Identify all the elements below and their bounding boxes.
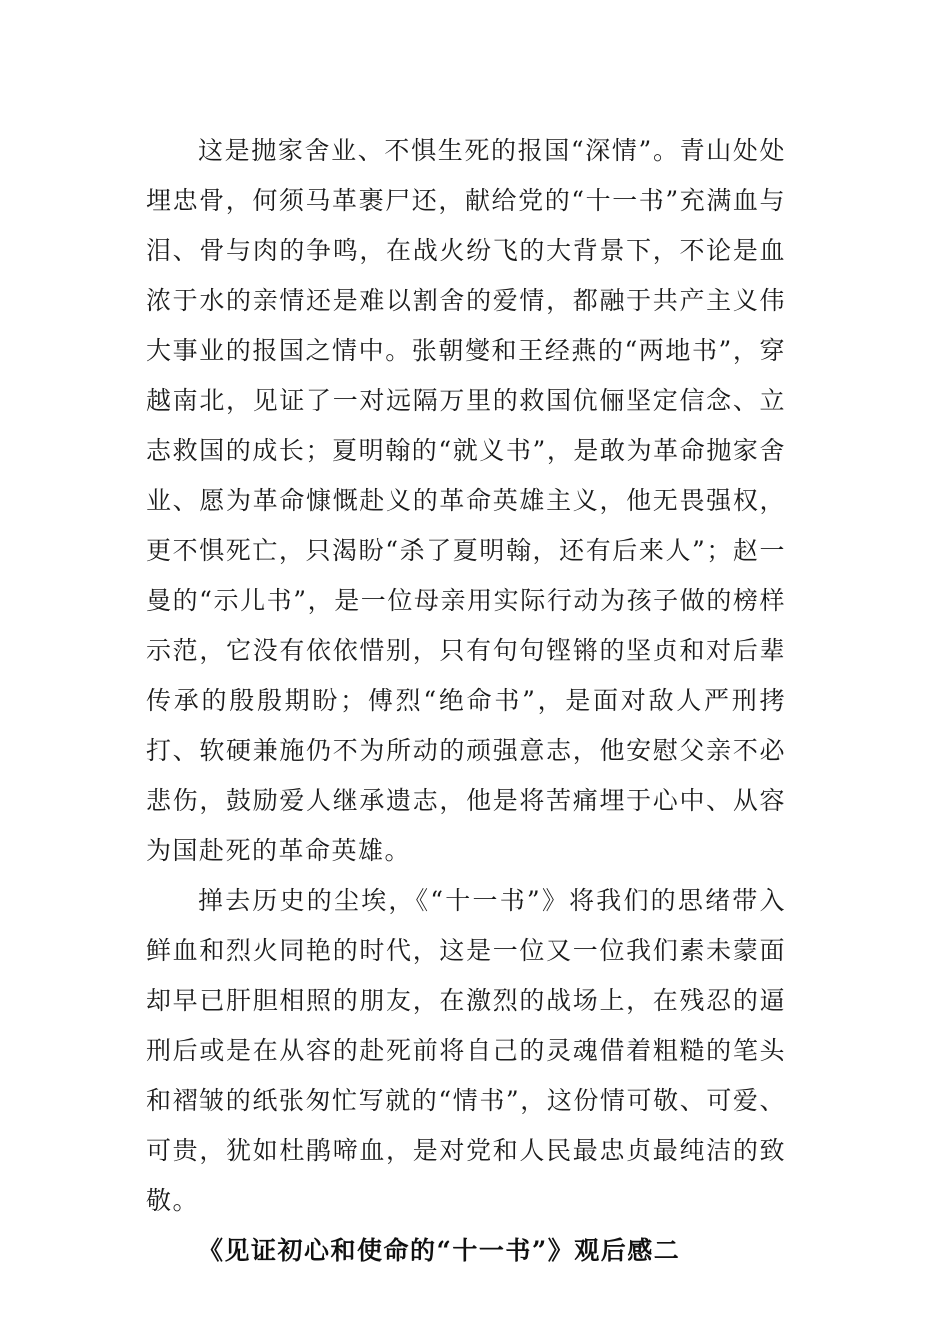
- paragraph-2: 掸去历史的尘埃，《“十一书”》将我们的思绪带入鲜血和烈火同艳的时代，这是一位又一位我们素未蒙面却早已肝胆相照的朋友，在激烈的战场上，在残忍的逼刑后或是在从容的赴死前将自己的灵魂借着粗糙的笔头和褶皱的纸张匆忙写就的“情书”，这份情可敬、可爱、可贵，犹如杜鹃啼血，是对党和人民最忠贞最纯洁的致敬。: [146, 886, 786, 1215]
- section-heading: 《见证初心和使命的“十一书”》观后感二: [198, 1236, 681, 1265]
- paragraph-1: 这是抛家舍业、不惧生死的报国“深情”。青山处处埋忠骨，何须马革裹尸还，献给党的“十一书”充满血与泪、骨与肉的争鸣，在战火纷飞的大背景下，不论是血浓于水的亲情还是难以割舍的爱情，都融于共产主义伟大事业的报国之情中。张朝燮和王经燕的“两地书”，穿越南北，见证了一对远隔万里的救国伉俪坚定信念、立志救国的成长；夏明翰的“就义书”，是敢为革命抛家舍业、愿为革命慷慨赴义的革命英雄主义，他无畏强权，更不惧死亡，只渴盼“杀了夏明翰，还有后来人”；赵一曼的“示儿书”，是一位母亲用实际行动为孩子做的榜样示范，它没有依依惜别，只有句句铿锵的坚贞和对后辈传承的殷殷期盼；傅烈“绝命书”，是面对敌人严刑拷打、软硬兼施仍不为所动的顽强意志，他安慰父亲不必悲伤，鼓励爱人继承遗志，他是将苦痛埋于心中、从容为国赴死的革命英雄。: [146, 136, 786, 865]
- document-body: [146, 126, 786, 1276]
